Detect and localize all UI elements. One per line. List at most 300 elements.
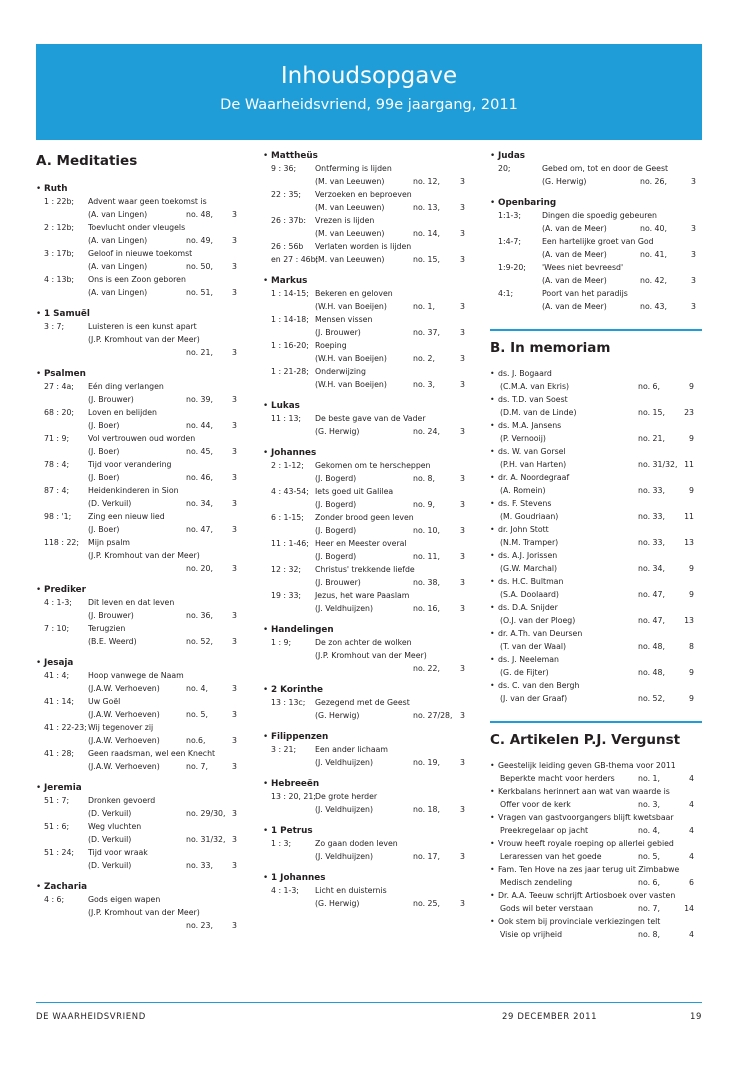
chapter-verse: 1 : 3; <box>271 839 292 848</box>
bullet-icon: • <box>490 787 495 796</box>
entry-row <box>36 893 243 906</box>
author: (J.P. Kromhout van der Meer) <box>88 335 200 344</box>
page-number: 9 <box>689 668 694 677</box>
entry-row <box>36 458 243 471</box>
entry-row <box>36 497 243 510</box>
artikel-row <box>490 772 702 785</box>
meditation-title: Heer en Meester overal <box>315 539 407 548</box>
author: (G. Herwig) <box>542 177 587 186</box>
entry-row <box>36 445 243 458</box>
issue-number: no. 21, <box>638 434 665 443</box>
issue-number: no. 50, <box>186 262 213 271</box>
issue-number: no. 36, <box>186 611 213 620</box>
bullet-icon: • <box>490 839 495 848</box>
issue-number: no. 27/28, <box>413 711 453 720</box>
meditation-title: Eén ding verlangen <box>88 382 164 391</box>
section-c-rule <box>490 721 702 723</box>
entry-row <box>263 162 471 175</box>
book-heading: • 2 Korinthe <box>263 684 471 696</box>
entry-row <box>263 227 471 240</box>
section-a-heading: A. Meditaties <box>36 153 138 169</box>
issue-number: no. 48, <box>638 642 665 651</box>
author: (J. Bogerd) <box>315 526 357 535</box>
book-section <box>36 584 243 648</box>
entry-row <box>263 472 471 485</box>
entry-row <box>36 708 243 721</box>
chapter-verse: 41 : 4; <box>44 671 70 680</box>
memoriam-author: (C.M.A. van Ekris) <box>500 382 570 391</box>
chapter-verse: 9 : 36; <box>271 164 297 173</box>
entry-row <box>263 459 471 472</box>
entry-row <box>263 563 471 576</box>
entry-row <box>263 365 471 378</box>
memoriam-author: (G.W. Marchal) <box>500 564 558 573</box>
bullet-icon: • <box>490 525 495 534</box>
author: (M. van Leeuwen) <box>315 203 385 212</box>
issue-number: no. 17, <box>413 852 440 861</box>
book-heading: • 1 Samuël <box>36 308 243 320</box>
page-number: 4 <box>689 800 694 809</box>
page-number: 9 <box>689 564 694 573</box>
author: (D. Verkuil) <box>88 861 132 870</box>
issue-number: no. 23, <box>186 921 213 930</box>
page-number: 14 <box>684 904 694 913</box>
meditation-title: Geen raadsman, wel een Knecht <box>88 749 216 758</box>
meditation-title: Tijd voor wraak <box>88 848 148 857</box>
meditation-title: Dit leven en dat leven <box>88 598 175 607</box>
memoriam-name: ds. J. Neeleman <box>498 655 559 664</box>
meditation-title: Ontferming is lijden <box>315 164 392 173</box>
author: (B.E. Weerd) <box>88 637 137 646</box>
entry-row <box>36 320 243 333</box>
entry-row <box>263 636 471 649</box>
entry-row <box>36 807 243 820</box>
page-number: 3 <box>232 637 237 646</box>
footer-publication: DE WAARHEIDSVRIEND <box>36 1012 146 1022</box>
author: (G. Herwig) <box>315 899 360 908</box>
memoriam-list <box>490 367 702 705</box>
entry-row <box>36 247 243 260</box>
issue-number: no. 12, <box>413 177 440 186</box>
chapter-verse: 1 : 14-18; <box>271 315 309 324</box>
entry-row <box>36 333 243 346</box>
meditation-title: Gebed om, tot en door de Geest <box>542 164 669 173</box>
book-heading: • Handelingen <box>263 624 471 636</box>
entry-row <box>36 906 243 919</box>
entry-row <box>36 721 243 734</box>
entry-row <box>263 313 471 326</box>
issue-number: no. 6, <box>638 382 660 391</box>
entry-row <box>263 300 471 313</box>
memoriam-row <box>490 575 702 588</box>
issue-number: no. 41, <box>640 250 667 259</box>
book-heading: • Zacharia <box>36 881 243 893</box>
memoriam-author: (S.A. Doolaard) <box>500 590 559 599</box>
artikel-headline: Vrouw heeft royale roeping op allerlei gebied <box>498 839 674 848</box>
book-section <box>36 183 243 299</box>
meditation-title: Mensen vissen <box>315 315 373 324</box>
memoriam-row <box>490 393 702 406</box>
book-heading: • Hebreeën <box>263 778 471 790</box>
entry-row <box>36 273 243 286</box>
artikel-title: Offer voor de kerk <box>500 800 571 809</box>
issue-number: no. 20, <box>186 564 213 573</box>
book-section <box>36 657 243 773</box>
author: (J. Boer) <box>88 447 120 456</box>
memoriam-author: (G. de Fijter) <box>500 668 549 677</box>
page-title: Inhoudsopgave <box>280 63 458 89</box>
book-section <box>36 782 243 872</box>
column-1 <box>36 150 243 941</box>
meditation-title: Poort van het paradijs <box>542 289 628 298</box>
author: (W.H. van Boeijen) <box>315 380 387 389</box>
author: (D. Verkuil) <box>88 809 132 818</box>
memoriam-name: dr. John Stott <box>498 525 549 534</box>
chapter-verse: 87 : 4; <box>44 486 70 495</box>
meditation-title: Wij tegenover zij <box>88 723 154 732</box>
memoriam-name: ds. C. van den Bergh <box>498 681 580 690</box>
issue-number: no. 4, <box>186 684 208 693</box>
memoriam-row <box>490 536 702 549</box>
issue-number: no. 52, <box>186 637 213 646</box>
chapter-verse: 51 : 6; <box>44 822 70 831</box>
entry-row <box>490 300 702 313</box>
meditation-title: Ons is een Zoon geboren <box>88 275 186 284</box>
author: (J. Brouwer) <box>88 395 134 404</box>
book-heading: • Psalmen <box>36 368 243 380</box>
memoriam-row <box>490 653 702 666</box>
page-number: 11 <box>684 460 694 469</box>
issue-number: no. 6, <box>638 878 660 887</box>
chapter-verse: 78 : 4; <box>44 460 70 469</box>
entry-row <box>36 406 243 419</box>
issue-number: no. 33, <box>638 512 665 521</box>
meditation-title: Roeping <box>315 341 347 350</box>
meditation-title: Een ander lichaam <box>315 745 389 754</box>
entry-row <box>263 537 471 550</box>
author: (J.A.W. Verhoeven) <box>88 684 160 693</box>
issue-number: no. 3, <box>413 380 435 389</box>
bullet-icon: • <box>490 577 495 586</box>
page-number: 9 <box>689 694 694 703</box>
entry-row <box>36 859 243 872</box>
artikel-row <box>490 824 702 837</box>
entry-row <box>36 734 243 747</box>
book-heading: • 1 Petrus <box>263 825 471 837</box>
memoriam-row <box>490 679 702 692</box>
artikel-headline: Kerkbalans herinnert aan wat van waarde is <box>498 787 670 796</box>
author: (G. Herwig) <box>315 427 360 436</box>
chapter-verse: 98 : '1; <box>44 512 72 521</box>
bullet-icon: • <box>490 369 495 378</box>
page-number: 3 <box>232 262 237 271</box>
issue-number: no. 31/32, <box>186 835 226 844</box>
page-number: 3 <box>232 525 237 534</box>
artikel-headline: Ook stem bij provinciale verkiezingen telt <box>498 917 661 926</box>
memoriam-name: ds. T.D. van Soest <box>498 395 568 404</box>
entry-row <box>36 549 243 562</box>
chapter-verse: 13 : 13c; <box>271 698 306 707</box>
entry-row <box>36 346 243 359</box>
issue-number: no. 2, <box>413 354 435 363</box>
artikel-row <box>490 798 702 811</box>
entry-row <box>490 222 702 235</box>
issue-number: no. 46, <box>186 473 213 482</box>
entry-row <box>36 622 243 635</box>
book-section <box>263 400 471 438</box>
memoriam-author: (N.M. Tramper) <box>500 538 559 547</box>
author: (M. van Leeuwen) <box>315 255 385 264</box>
artikel-title: Beperkte macht voor herders <box>500 774 615 783</box>
entry-row <box>36 286 243 299</box>
col2-entries <box>263 150 471 910</box>
page-number: 13 <box>684 616 694 625</box>
memoriam-author: (T. van der Waal) <box>500 642 567 651</box>
entry-row <box>36 669 243 682</box>
artikel-row <box>490 785 702 798</box>
artikel-row <box>490 811 702 824</box>
page-number: 3 <box>691 177 696 186</box>
entry-row <box>36 195 243 208</box>
issue-number: no. 1, <box>638 774 660 783</box>
page-number: 9 <box>689 486 694 495</box>
page-number: 3 <box>460 177 465 186</box>
memoriam-row <box>490 419 702 432</box>
memoriam-row <box>490 484 702 497</box>
author: (G. Herwig) <box>315 711 360 720</box>
issue-number: no. 47, <box>638 590 665 599</box>
book-heading: • 1 Johannes <box>263 872 471 884</box>
page-number: 3 <box>232 861 237 870</box>
page-number: 3 <box>232 348 237 357</box>
page-number: 6 <box>689 878 694 887</box>
chapter-verse: 2 : 1-12; <box>271 461 304 470</box>
chapter-verse: 68 : 20; <box>44 408 75 417</box>
page-number: 3 <box>460 427 465 436</box>
entry-row <box>36 208 243 221</box>
issue-number: no. 8, <box>638 930 660 939</box>
entry-row <box>36 635 243 648</box>
book-heading: • Jesaja <box>36 657 243 669</box>
issue-number: no. 38, <box>413 578 440 587</box>
book-heading: • Markus <box>263 275 471 287</box>
chapter-verse: 20; <box>498 164 511 173</box>
bullet-icon: • <box>490 551 495 560</box>
chapter-verse: 13 : 20, 21; <box>271 792 316 801</box>
chapter-verse: 11 : 13; <box>271 414 302 423</box>
entry-row <box>263 287 471 300</box>
artikel-title: Gods wil beter verstaan <box>500 904 594 913</box>
section-c-heading: C. Artikelen P.J. Vergunst <box>490 732 681 748</box>
issue-number: no. 7, <box>638 904 660 913</box>
entry-row <box>263 378 471 391</box>
entry-row <box>36 682 243 695</box>
page-number: 3 <box>232 921 237 930</box>
page-number: 9 <box>689 382 694 391</box>
author: (J.P. Kromhout van der Meer) <box>88 551 200 560</box>
page-number: 13 <box>684 538 694 547</box>
memoriam-author: (P.H. van Harten) <box>500 460 567 469</box>
bullet-icon: • <box>490 395 495 404</box>
footer-page-number: 19 <box>689 1012 702 1022</box>
issue-number: no. 29/30, <box>186 809 226 818</box>
book-section <box>263 731 471 769</box>
chapter-verse: 19 : 33; <box>271 591 302 600</box>
issue-number: no. 7, <box>186 762 208 771</box>
chapter-verse: 3 : 7; <box>44 322 65 331</box>
entry-row <box>36 596 243 609</box>
meditation-title: Luisteren is een kunst apart <box>88 322 197 331</box>
author: (J.A.W. Verhoeven) <box>88 762 160 771</box>
page-number: 3 <box>232 395 237 404</box>
entry-row <box>263 602 471 615</box>
issue-number: no. 40, <box>640 224 667 233</box>
entry-row <box>36 380 243 393</box>
memoriam-row <box>490 627 702 640</box>
issue-number: no. 48, <box>638 668 665 677</box>
entry-row <box>490 235 702 248</box>
artikel-row <box>490 837 702 850</box>
author: (J. Veldhuijzen) <box>315 805 374 814</box>
page-number: 3 <box>232 499 237 508</box>
entry-row <box>263 524 471 537</box>
meditation-title: Toevlucht onder vleugels <box>88 223 186 232</box>
page-number: 3 <box>460 552 465 561</box>
meditation-title: Bekeren en geloven <box>315 289 393 298</box>
issue-number: no. 5, <box>186 710 208 719</box>
chapter-verse: 26 : 37b: <box>271 216 307 225</box>
issue-number: no. 51, <box>186 288 213 297</box>
meditation-title: Gezegend met de Geest <box>315 698 410 707</box>
memoriam-name: ds. J. Bogaard <box>498 369 552 378</box>
issue-number: no. 33, <box>638 538 665 547</box>
entry-row <box>263 352 471 365</box>
memoriam-name: ds. F. Stevens <box>498 499 552 508</box>
book-heading: • Johannes <box>263 447 471 459</box>
author: (J. Veldhuijzen) <box>315 604 374 613</box>
page-number: 3 <box>460 526 465 535</box>
entry-row <box>263 850 471 863</box>
issue-number: no. 10, <box>413 526 440 535</box>
memoriam-row <box>490 562 702 575</box>
author: (W.H. van Boeijen) <box>315 354 387 363</box>
page-number: 3 <box>460 758 465 767</box>
artikel-headline: Fam. Ten Hove na zes jaar terug uit Zimbabwe <box>498 865 680 874</box>
page-number: 3 <box>232 710 237 719</box>
entry-row <box>36 747 243 760</box>
entry-row <box>36 919 243 932</box>
book-section <box>490 197 702 313</box>
entry-row <box>263 649 471 662</box>
author: (D. Verkuil) <box>88 499 132 508</box>
artikel-row <box>490 876 702 889</box>
book-section <box>263 150 471 266</box>
page-number: 3 <box>232 762 237 771</box>
author: (M. van Leeuwen) <box>315 229 385 238</box>
memoriam-row <box>490 523 702 536</box>
entry-row <box>263 696 471 709</box>
chapter-verse: 71 : 9; <box>44 434 70 443</box>
artikel-title: Preekregelaar op jacht <box>500 826 589 835</box>
author: (A. van de Meer) <box>542 302 607 311</box>
entry-row <box>36 432 243 445</box>
chapter-verse: 51 : 7; <box>44 796 70 805</box>
issue-number: no. 31/32, <box>638 460 678 469</box>
entry-row <box>263 188 471 201</box>
author: (J.P. Kromhout van der Meer) <box>88 908 200 917</box>
page-number: 3 <box>232 684 237 693</box>
book-section <box>263 872 471 910</box>
page-number: 3 <box>460 203 465 212</box>
artikel-row <box>490 863 702 876</box>
book-section <box>36 308 243 359</box>
entry-row <box>36 846 243 859</box>
memoriam-author: (D.M. van de Linde) <box>500 408 577 417</box>
meditation-title: Weg vluchten <box>88 822 142 831</box>
page-number: 4 <box>689 826 694 835</box>
page-number: 11 <box>684 512 694 521</box>
author: (J.P. Kromhout van der Meer) <box>315 651 427 660</box>
bullet-icon: • <box>490 421 495 430</box>
meditation-title: Onderwijzing <box>315 367 366 376</box>
issue-number: no. 42, <box>640 276 667 285</box>
issue-number: no. 4, <box>638 826 660 835</box>
author: (M. van Leeuwen) <box>315 177 385 186</box>
page-number: 3 <box>460 380 465 389</box>
entry-row <box>263 803 471 816</box>
entry-row <box>36 820 243 833</box>
issue-number: no. 34, <box>638 564 665 573</box>
memoriam-author: (P. Vernooij) <box>500 434 546 443</box>
author: (D. Verkuil) <box>88 835 132 844</box>
author: (J.A.W. Verhoeven) <box>88 736 160 745</box>
entry-row <box>263 498 471 511</box>
author: (J. Bogerd) <box>315 474 357 483</box>
book-section <box>36 368 243 575</box>
book-section <box>263 447 471 615</box>
meditation-title: Zing een nieuw lied <box>88 512 165 521</box>
memoriam-row <box>490 458 702 471</box>
entry-row <box>263 175 471 188</box>
chapter-verse: 1:4-7; <box>498 237 521 246</box>
entry-row <box>36 794 243 807</box>
issue-number: no. 16, <box>413 604 440 613</box>
artikel-row <box>490 915 702 928</box>
column-3 <box>490 150 702 941</box>
page-number: 3 <box>232 447 237 456</box>
author: (A. van de Meer) <box>542 276 607 285</box>
page-number: 3 <box>460 805 465 814</box>
bullet-icon: • <box>490 891 495 900</box>
issue-number: no. 18, <box>413 805 440 814</box>
issue-number: no. 13, <box>413 203 440 212</box>
page-number: 3 <box>460 578 465 587</box>
artikel-headline: Dr. A.A. Teeuw schrijft Artiosboek over vasten <box>498 891 676 900</box>
artikel-headline: Vragen van gastvoorgangers blijft kwetsbaar <box>498 813 674 822</box>
memoriam-name: ds. W. van Gorsel <box>498 447 566 456</box>
issue-number: no. 39, <box>186 395 213 404</box>
entry-row <box>490 261 702 274</box>
page-number: 3 <box>232 421 237 430</box>
meditation-title: Loven en belijden <box>88 408 157 417</box>
author: (J. Boer) <box>88 525 120 534</box>
page-number: 3 <box>232 835 237 844</box>
chapter-verse: 4 : 13b; <box>44 275 75 284</box>
chapter-verse: 41 : 22-23; <box>44 723 87 732</box>
page-number: 9 <box>689 434 694 443</box>
page-number: 3 <box>460 255 465 264</box>
memoriam-row <box>490 445 702 458</box>
